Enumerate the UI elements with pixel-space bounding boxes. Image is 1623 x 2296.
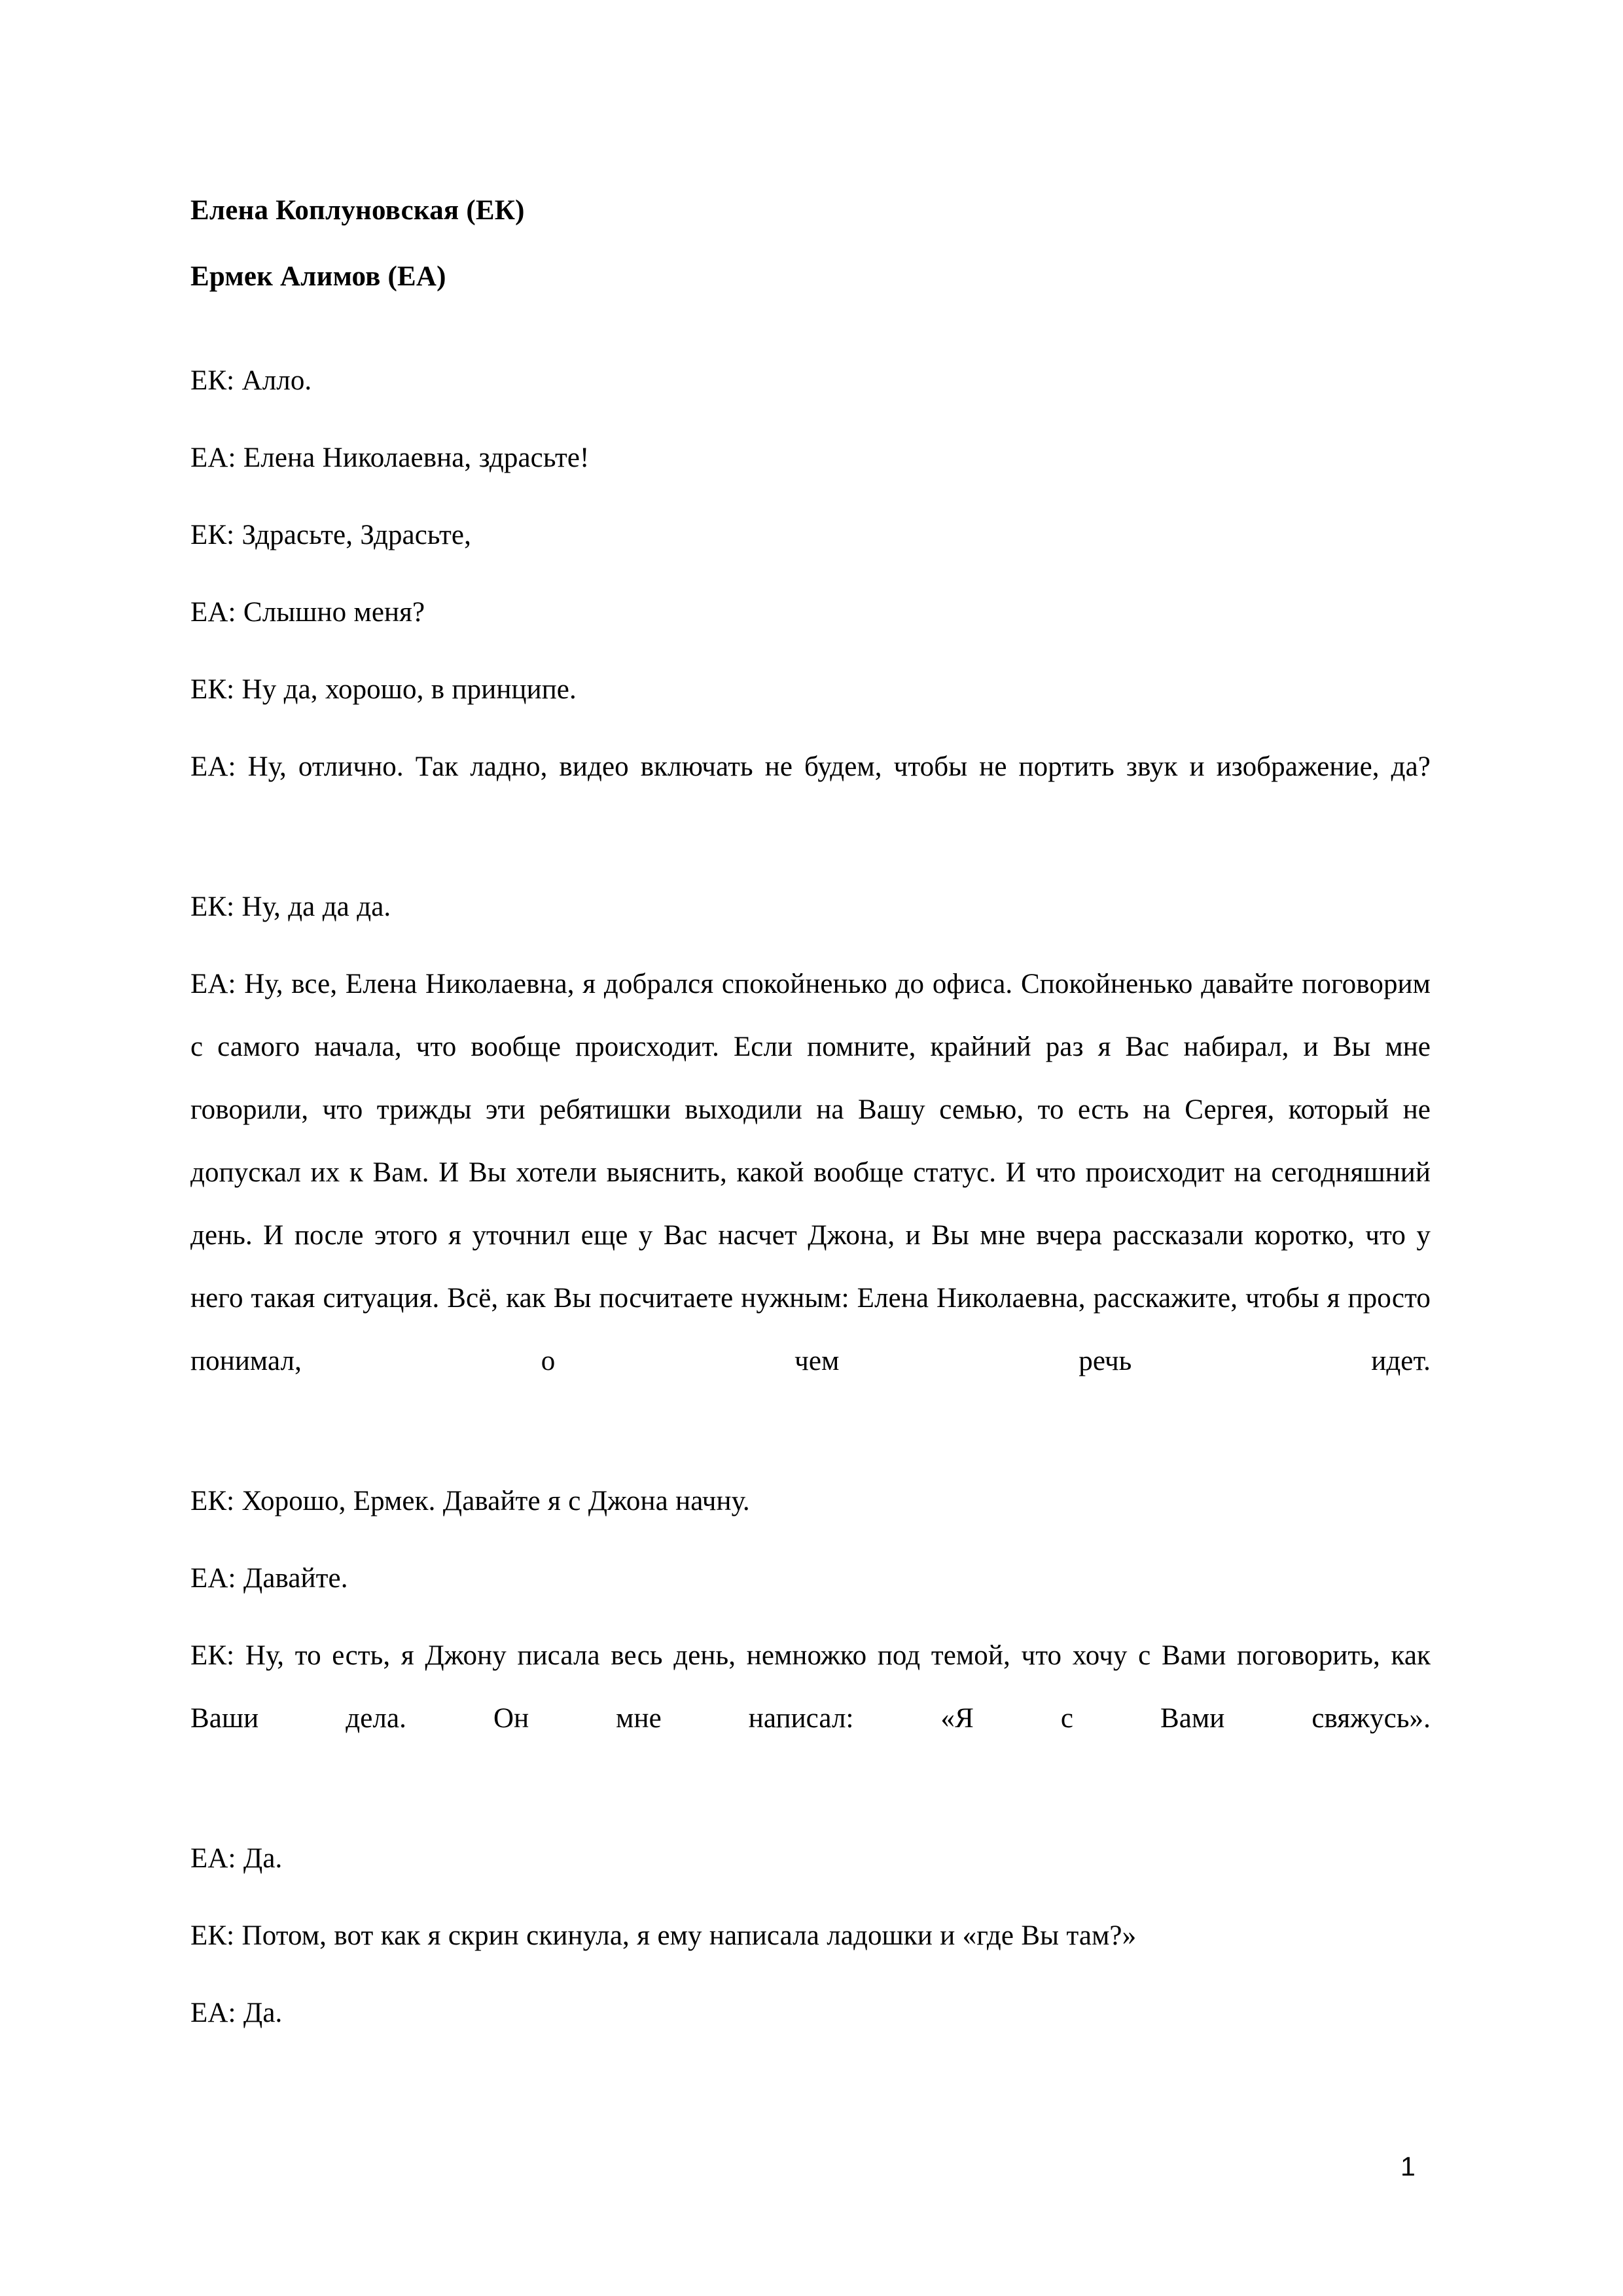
page-number: 1 [1400, 2151, 1416, 2181]
dialogue-line: ЕА: Да. [190, 1998, 283, 2028]
transcript-body [190, 196, 1431, 2059]
dialogue-line: ЕК: Здрасьте, Здрасьте, [190, 520, 471, 550]
dialogue-line: ЕА: Слышно меня? [190, 597, 425, 628]
dialogue-line: ЕК: Ну да, хорошо, в принципе. [190, 674, 577, 705]
dialogue-line: ЕК: Алло. [190, 365, 312, 396]
dialogue-line: ЕА: Ну, отлично. Так ладно, видео включать не будем, чтобы не портить звук и изображение, да? [190, 751, 1431, 782]
participant-heading-ek: Елена Коплуновская (ЕК) [190, 195, 525, 226]
participant-heading-ea: Ермек Алимов (ЕА) [190, 261, 446, 292]
dialogue-line: ЕК: Хорошо, Ермек. Давайте я с Джона начну. [190, 1486, 750, 1516]
dialogue-line: ЕА: Елена Николаевна, здрасьте! [190, 442, 590, 473]
heading-spacer [190, 224, 1431, 262]
dialogue-line: ЕА: Давайте. [190, 1563, 348, 1594]
dialogue-line: ЕК: Ну, да да да. [190, 891, 391, 922]
dialogue-line: ЕА: Ну, все, Елена Николаевна, я добрался спокойненько до офиса. Спокойненько давайте поговорим с самого начала, что вообще происходит. Если помните, крайний раз я Вас набирал, и Вы мне говорили, что трижды эти ребятишки выходили на Вашу семью, то есть на Сергея, который не допускал их к Вам. И Вы хотели выяснить, какой вообще статус. И что происходит на сегодняшний день. И после этого я уточнил еще у Вас насчет Джона, и Вы мне вчера рассказали коротко, что у него такая ситуация. Всё, как Вы посчитаете нужным: Елена Николаевна, расскажите, чтобы я просто понимал, о чем речь идет. [190, 969, 1431, 1376]
dialogue-line: ЕА: Да. [190, 1843, 283, 1874]
dialogue-line: ЕК: Потом, вот как я скрин скинула, я ему написала ладошки и «где Вы там?» [190, 1920, 1137, 1951]
dialogue-line: ЕК: Ну, то есть, я Джону писала весь день, немножко под темой, что хочу с Вами поговорить, как Ваши дела. Он мне написал: «Я с Вами свяжусь». [190, 1640, 1431, 1734]
section-spacer [190, 291, 1431, 350]
